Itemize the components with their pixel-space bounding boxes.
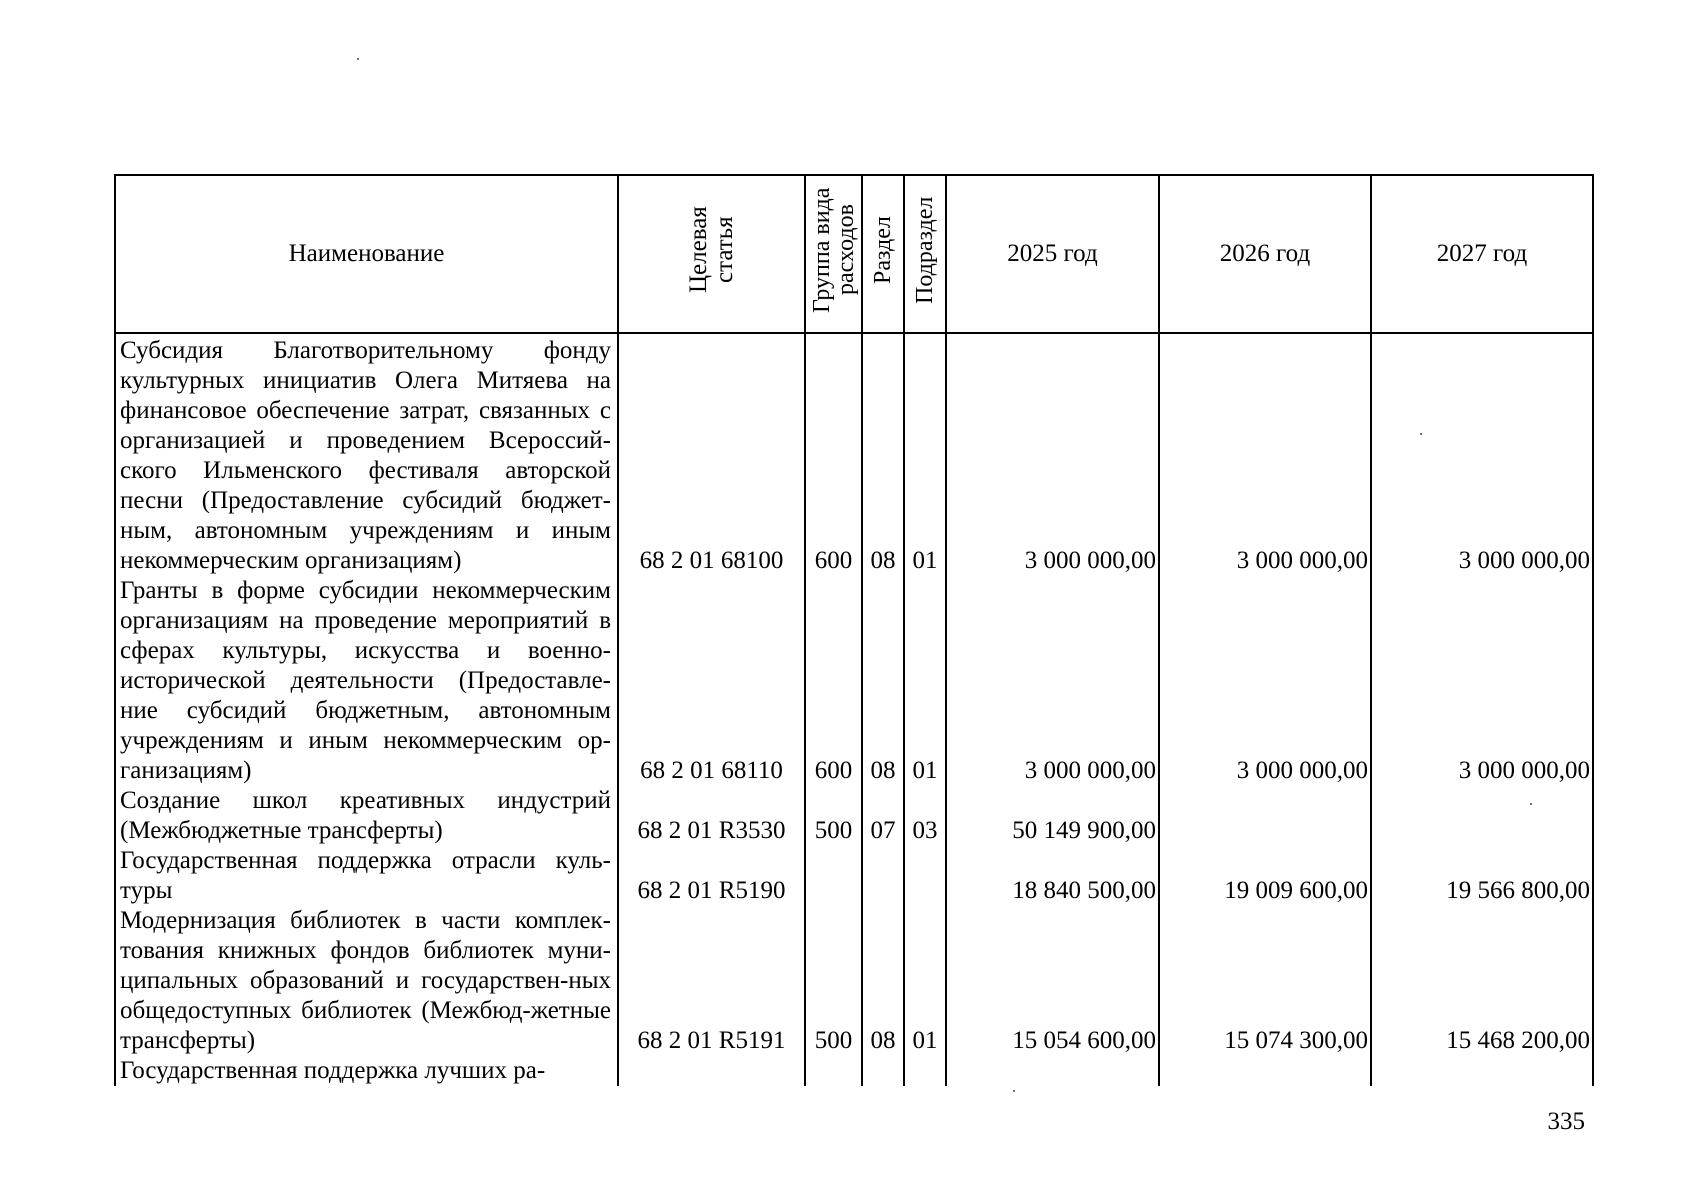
row-year-2025: 50 149 900,00 [946,786,1159,846]
row-year-2027: 3 000 000,00 [1371,333,1593,576]
row-section: 08 [862,906,904,1056]
row-section: 07 [862,786,904,846]
header-expense-group-label: Группа вида расходов [808,187,859,313]
row-name: Создание школ креативных индустрий (Межбюджетные трансферты) [115,786,618,846]
row-subsection: 01 [904,333,946,576]
row-subsection: 01 [904,576,946,786]
header-year-2025-label: 2025 год [1007,240,1098,267]
table-row [115,846,1593,906]
row-year-2027: 19 566 800,00 [1371,846,1593,906]
page-number: 335 [1547,1108,1585,1135]
row-year-2025: 3 000 000,00 [946,576,1159,786]
row-target-article: 68 2 01 68110 [618,576,805,786]
row-expense-group [805,846,862,906]
header-name-label: Наименование [288,240,445,267]
scan-speck [357,58,359,60]
header-subsection [904,175,946,333]
row-year-2026 [1159,786,1371,846]
header-year-2027 [1371,175,1593,333]
row-year-2025: 15 054 600,00 [946,906,1159,1056]
row-expense-group: 500 [805,786,862,846]
header-subsection-label: Подраздел [912,196,938,304]
header-year-2027-label: 2027 год [1436,240,1528,267]
row-expense-group: 600 [805,333,862,576]
row-target-article: 68 2 01 R5190 [618,846,805,906]
header-target-article-label: Целевая статья [684,206,738,294]
row-year-2026: 3 000 000,00 [1159,576,1371,786]
table-row [115,786,1593,846]
row-section [862,846,904,906]
header-section-label: Раздел [870,216,896,284]
row-subsection [904,846,946,906]
row-year-2026: 3 000 000,00 [1159,333,1371,576]
header-year-2026-label: 2026 год [1219,240,1311,267]
scan-speck [1530,803,1532,805]
header-year-2026 [1159,175,1371,333]
header-year-2025 [946,175,1159,333]
row-expense-group: 500 [805,906,862,1056]
row-year-2027 [1371,1056,1593,1086]
row-year-2027 [1371,786,1593,846]
row-year-2027: 15 468 200,00 [1371,906,1593,1056]
table-row [115,576,1593,786]
scan-speck [1420,433,1422,435]
row-subsection: 01 [904,906,946,1056]
row-section [862,1056,904,1086]
scan-speck [1013,1090,1015,1092]
row-year-2026: 15 074 300,00 [1159,906,1371,1056]
table-header-row [115,175,1593,333]
row-subsection: 03 [904,786,946,846]
row-section: 08 [862,333,904,576]
row-target-article: 68 2 01 R5191 [618,906,805,1056]
row-name: Государственная поддержка лучших ра- [115,1056,618,1086]
row-name: Субсидия Благотворительному фонду культурных инициатив Олега Митяева на финансовое обеспечение затрат, связанных с организацией и проведением Всероссий-ского Ильменского фестиваля авторской песни (Предоставление субсидий бюджет-ным, автономным учреждениям и иным некоммерческим организациям) [115,333,618,576]
row-name: Гранты в форме субсидии некоммерческим организациям на проведение мероприятий в сферах культуры, искусства и военно-исторической деятельности (Предоставле-ние субсидий бюджетным, автономным учреждениям и иным некоммерческим ор-ганизациям) [115,576,618,786]
row-target-article [618,1056,805,1086]
row-target-article: 68 2 01 R3530 [618,786,805,846]
row-name: Модернизация библиотек в части комплек-тования книжных фондов библиотек муни-ципальных образований и государствен-ных общедоступных библиотек (Межбюд-жетные трансферты) [115,906,618,1056]
header-section [862,175,904,333]
row-year-2027: 3 000 000,00 [1371,576,1593,786]
row-expense-group: 600 [805,576,862,786]
row-section: 08 [862,576,904,786]
row-year-2025: 18 840 500,00 [946,846,1159,906]
row-subsection [904,1056,946,1086]
row-name: Государственная поддержка отрасли куль-туры [115,846,618,906]
budget-table [114,174,1594,1086]
table-row [115,333,1593,576]
row-year-2026 [1159,1056,1371,1086]
row-year-2026: 19 009 600,00 [1159,846,1371,906]
row-expense-group [805,1056,862,1086]
table-row [115,906,1593,1056]
row-year-2025: 3 000 000,00 [946,333,1159,576]
table-row [115,1056,1593,1086]
header-name [115,175,618,333]
header-target-article [618,175,805,333]
row-year-2025 [946,1056,1159,1086]
row-target-article: 68 2 01 68100 [618,333,805,576]
header-expense-group [805,175,862,333]
